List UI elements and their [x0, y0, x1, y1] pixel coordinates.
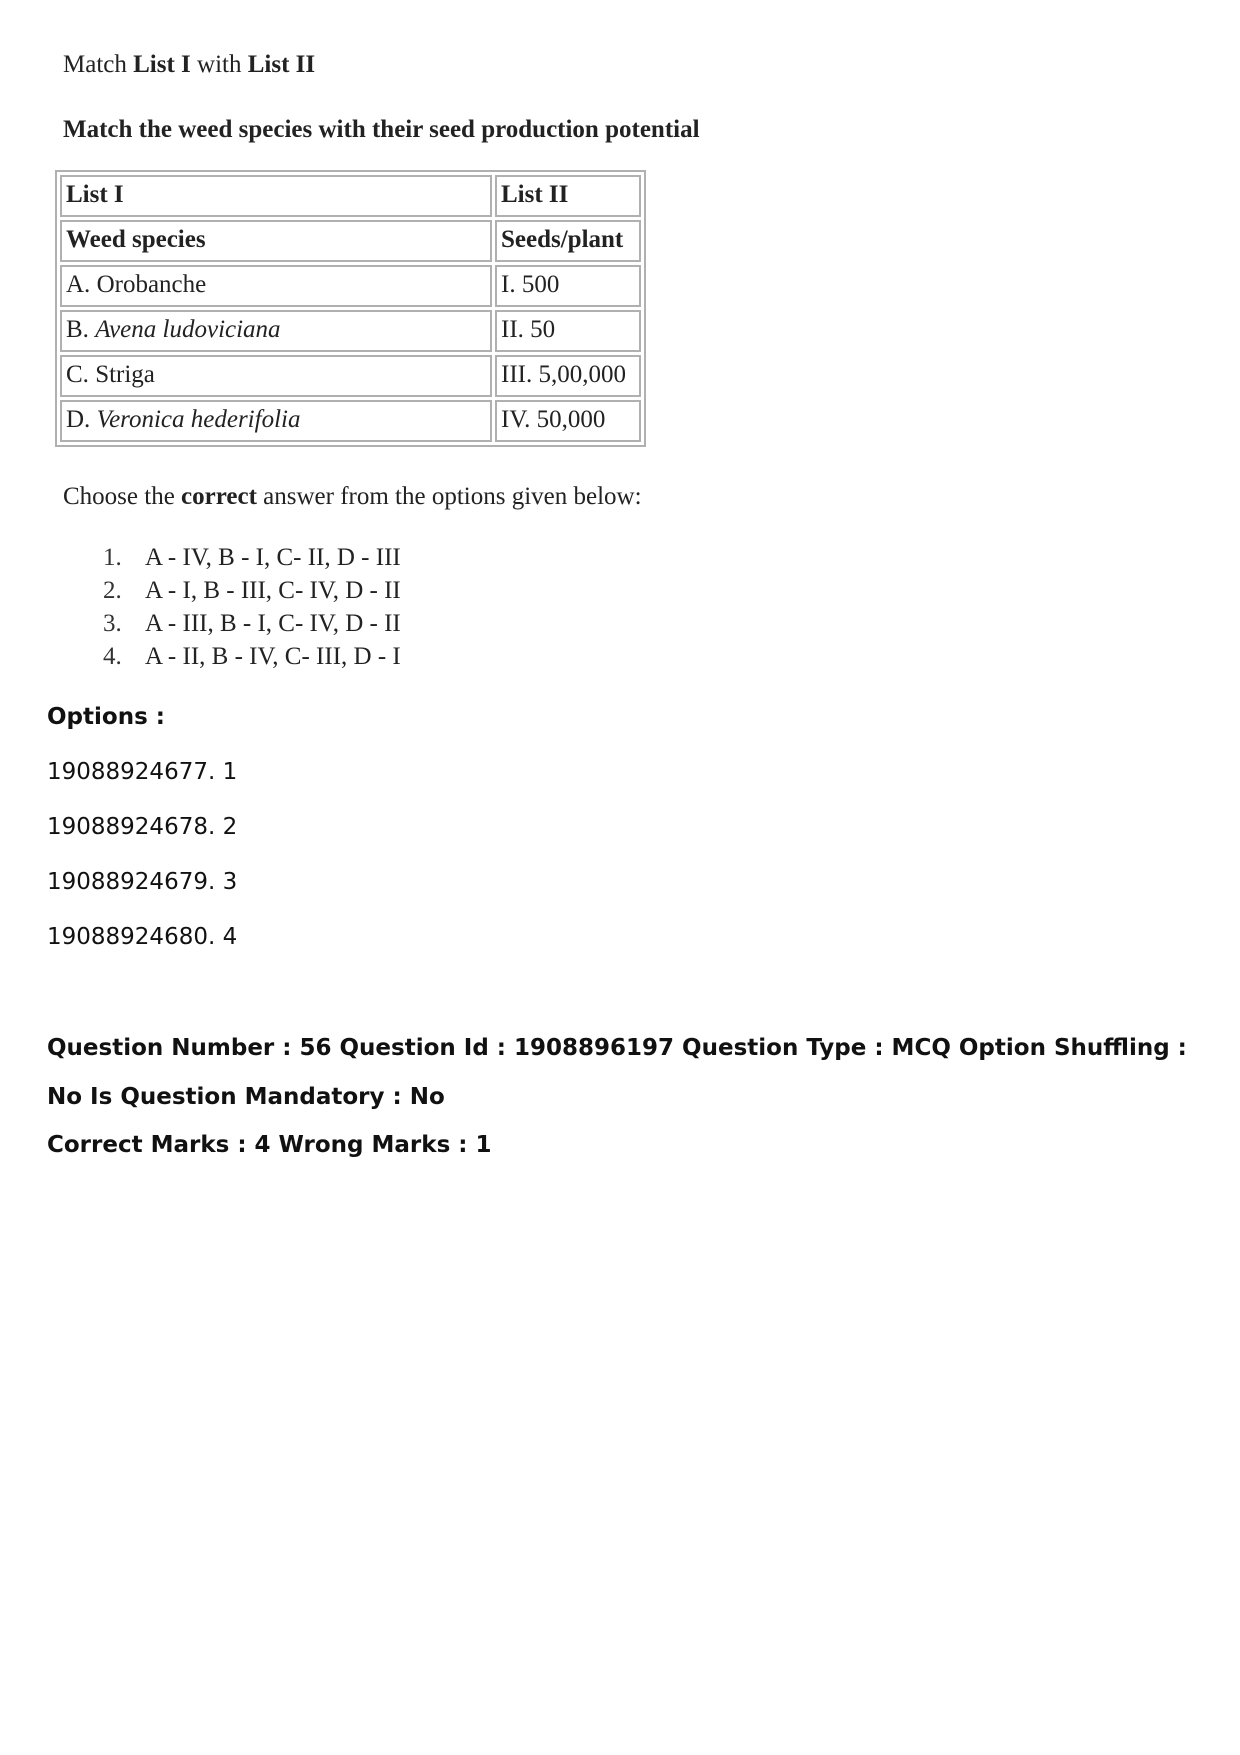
answer-text: A - I, B - III, C- IV, D - II — [145, 577, 401, 604]
table-cell — [60, 310, 492, 352]
row-prefix: A. — [66, 271, 97, 298]
table-header-cell: Seeds/plant — [495, 220, 641, 262]
row-prefix: D. — [66, 406, 97, 433]
table-row — [60, 310, 641, 352]
answer-number: 1. — [103, 544, 122, 571]
choose-suffix: answer from the options given below: — [256, 483, 642, 510]
question-meta: Question Number : 56 Question Id : 1908896197 Question Type : MCQ Option Shuffling : No Is Question Mandatory : No — [47, 1035, 1187, 1110]
question-subtitle: Match the weed species with their seed production potential — [63, 116, 700, 143]
document-body — [47, 700, 1207, 1162]
intro-prefix: Match — [63, 51, 134, 78]
answer-text: A - III, B - I, C- IV, D - II — [145, 610, 401, 637]
table-header-cell: Weed species — [60, 220, 492, 262]
table-header-cell: List I — [60, 175, 492, 217]
weed-species: Avena ludoviciana — [95, 316, 281, 343]
match-table — [55, 170, 646, 447]
intro-list2: List II — [247, 51, 316, 78]
choose-prefix: Choose the — [63, 483, 182, 510]
answer-number: 2. — [103, 577, 122, 604]
option-item: 19088924677. 1 — [47, 759, 238, 785]
intro-list1: List I — [133, 51, 191, 78]
answer-list — [103, 541, 815, 673]
table-header-row — [60, 175, 641, 217]
table-cell — [60, 355, 492, 397]
intro-with: with — [190, 51, 248, 78]
weed-species: Orobanche — [96, 271, 207, 298]
list-item — [103, 574, 815, 607]
list-item — [103, 541, 815, 574]
table-header-row — [60, 220, 641, 262]
choose-instruction — [63, 484, 807, 509]
list-item — [103, 607, 815, 640]
weed-species: Veronica hederifolia — [96, 406, 301, 433]
row-prefix: C. — [66, 361, 96, 388]
answer-text: A - II, B - IV, C- III, D - I — [145, 643, 401, 670]
options-label: Options : — [47, 704, 165, 730]
option-item: 19088924680. 4 — [47, 924, 238, 950]
table-header-cell: List II — [495, 175, 641, 217]
question-intro — [63, 52, 807, 77]
answer-number: 4. — [103, 643, 122, 670]
question-marks: Correct Marks : 4 Wrong Marks : 1 — [47, 1132, 492, 1158]
weed-species: Striga — [95, 361, 155, 388]
table-cell — [60, 265, 492, 307]
option-item: 19088924679. 3 — [47, 869, 238, 895]
table-row — [60, 400, 641, 442]
table-cell: III. 5,00,000 — [495, 355, 641, 397]
row-prefix: B. — [66, 316, 96, 343]
table-row — [60, 355, 641, 397]
choose-bold: correct — [181, 483, 257, 510]
list-item — [103, 640, 815, 673]
answer-number: 3. — [103, 610, 122, 637]
answer-text: A - IV, B - I, C- II, D - III — [145, 544, 401, 571]
table-cell — [60, 400, 492, 442]
table-row — [60, 265, 641, 307]
table-cell: IV. 50,000 — [495, 400, 641, 442]
table-cell: II. 50 — [495, 310, 641, 352]
option-item: 19088924678. 2 — [47, 814, 238, 840]
question-image — [55, 40, 815, 673]
table-cell: I. 500 — [495, 265, 641, 307]
